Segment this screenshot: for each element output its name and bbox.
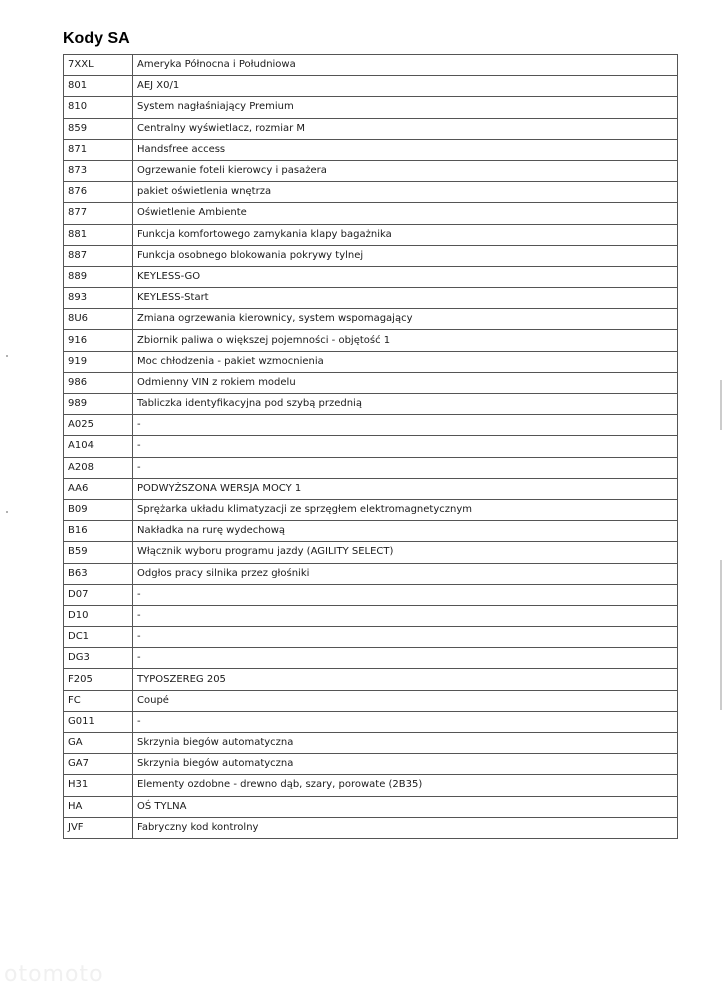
sa-description-cell: Funkcja osobnego blokowania pokrywy tylnej [133, 245, 678, 266]
sa-code-cell: 8U6 [64, 309, 133, 330]
table-row [64, 521, 678, 542]
table-row [64, 245, 678, 266]
sa-description-cell: Handsfree access [133, 139, 678, 160]
table-row [64, 415, 678, 436]
sa-code-cell: 986 [64, 372, 133, 393]
sa-description-cell: TYPOSZEREG 205 [133, 669, 678, 690]
table-row [64, 182, 678, 203]
sa-description-cell: Ogrzewanie foteli kierowcy i pasażera [133, 160, 678, 181]
sa-description-cell: Zbiornik paliwa o większej pojemności - objętość 1 [133, 330, 678, 351]
sa-description-cell: pakiet oświetlenia wnętrza [133, 182, 678, 203]
sa-code-cell: 876 [64, 182, 133, 203]
table-row [64, 584, 678, 605]
sa-description-cell: Zmiana ogrzewania kierownicy, system wspomagający [133, 309, 678, 330]
scan-dot [6, 355, 8, 357]
sa-description-cell: - [133, 711, 678, 732]
sa-description-cell: - [133, 436, 678, 457]
sa-code-cell: AA6 [64, 478, 133, 499]
sa-code-cell: HA [64, 796, 133, 817]
sa-code-cell: DC1 [64, 627, 133, 648]
sa-description-cell: - [133, 415, 678, 436]
sa-code-cell: DG3 [64, 648, 133, 669]
sa-code-cell: 873 [64, 160, 133, 181]
table-row [64, 690, 678, 711]
sa-code-cell: FC [64, 690, 133, 711]
table-row [64, 669, 678, 690]
table-row [64, 372, 678, 393]
table-row [64, 224, 678, 245]
table-row [64, 266, 678, 287]
sa-description-cell: PODWYŻSZONA WERSJA MOCY 1 [133, 478, 678, 499]
table-row [64, 160, 678, 181]
table-row [64, 457, 678, 478]
sa-description-cell: Oświetlenie Ambiente [133, 203, 678, 224]
table-row [64, 139, 678, 160]
table-row [64, 775, 678, 796]
sa-description-cell: Odmienny VIN z rokiem modelu [133, 372, 678, 393]
sa-description-cell: - [133, 627, 678, 648]
table-row [64, 754, 678, 775]
sa-code-cell: 859 [64, 118, 133, 139]
sa-code-cell: GA [64, 733, 133, 754]
sa-code-cell: 810 [64, 97, 133, 118]
table-row [64, 796, 678, 817]
sa-code-cell: H31 [64, 775, 133, 796]
sa-code-cell: 881 [64, 224, 133, 245]
sa-description-cell: Odgłos pracy silnika przez głośniki [133, 563, 678, 584]
table-row [64, 309, 678, 330]
sa-code-cell: A025 [64, 415, 133, 436]
sa-code-cell: D07 [64, 584, 133, 605]
sa-description-cell: Fabryczny kod kontrolny [133, 817, 678, 838]
sa-description-cell: - [133, 605, 678, 626]
sa-code-cell: JVF [64, 817, 133, 838]
table-row [64, 817, 678, 838]
table-row [64, 711, 678, 732]
sa-code-cell: 877 [64, 203, 133, 224]
sa-description-cell: - [133, 584, 678, 605]
table-row [64, 118, 678, 139]
table-row [64, 351, 678, 372]
table-row [64, 733, 678, 754]
table-row [64, 97, 678, 118]
sa-code-cell: 989 [64, 394, 133, 415]
sa-code-cell: 889 [64, 266, 133, 287]
sa-code-cell: GA7 [64, 754, 133, 775]
table-row [64, 76, 678, 97]
sa-code-cell: G011 [64, 711, 133, 732]
sa-code-cell: 919 [64, 351, 133, 372]
sa-description-cell: Centralny wyświetlacz, rozmiar M [133, 118, 678, 139]
sa-description-cell: Elementy ozdobne - drewno dąb, szary, porowate (2B35) [133, 775, 678, 796]
scan-dot [6, 511, 8, 513]
sa-description-cell: Coupé [133, 690, 678, 711]
sa-code-cell: B63 [64, 563, 133, 584]
table-row [64, 203, 678, 224]
table-row [64, 288, 678, 309]
sa-description-cell: Nakładka na rurę wydechową [133, 521, 678, 542]
sa-code-cell: A208 [64, 457, 133, 478]
sa-description-cell: Moc chłodzenia - pakiet wzmocnienia [133, 351, 678, 372]
sa-code-cell: B16 [64, 521, 133, 542]
watermark-logo: otomoto [4, 962, 104, 987]
sa-description-cell: Włącznik wyboru programu jazdy (AGILITY SELECT) [133, 542, 678, 563]
table-row [64, 499, 678, 520]
table-row [64, 648, 678, 669]
sa-description-cell: System nagłaśniający Premium [133, 97, 678, 118]
sa-description-cell: OŚ TYLNA [133, 796, 678, 817]
sa-description-cell: Tabliczka identyfikacyjna pod szybą przednią [133, 394, 678, 415]
sa-codes-table [63, 54, 678, 839]
table-row [64, 627, 678, 648]
sa-description-cell: Skrzynia biegów automatyczna [133, 754, 678, 775]
table-row [64, 55, 678, 76]
sa-description-cell: KEYLESS-GO [133, 266, 678, 287]
sa-code-cell: B59 [64, 542, 133, 563]
sa-code-cell: 801 [64, 76, 133, 97]
table-row [64, 605, 678, 626]
table-row [64, 542, 678, 563]
sa-description-cell: Sprężarka układu klimatyzacji ze sprzęgłem elektromagnetycznym [133, 499, 678, 520]
sa-code-cell: D10 [64, 605, 133, 626]
sa-description-cell: Ameryka Północna i Południowa [133, 55, 678, 76]
page-title: Kody SA [63, 30, 130, 47]
sa-code-cell: A104 [64, 436, 133, 457]
sa-description-cell: Skrzynia biegów automatyczna [133, 733, 678, 754]
sa-description-cell: Funkcja komfortowego zamykania klapy bagażnika [133, 224, 678, 245]
table-row [64, 394, 678, 415]
table-row [64, 563, 678, 584]
sa-description-cell: - [133, 457, 678, 478]
table-row [64, 478, 678, 499]
sa-description-cell: KEYLESS-Start [133, 288, 678, 309]
sa-code-cell: 7XXL [64, 55, 133, 76]
sa-code-cell: 916 [64, 330, 133, 351]
sa-code-cell: 887 [64, 245, 133, 266]
sa-description-cell: AEJ X0/1 [133, 76, 678, 97]
sa-code-cell: 871 [64, 139, 133, 160]
table-row [64, 330, 678, 351]
table-row [64, 436, 678, 457]
sa-code-cell: B09 [64, 499, 133, 520]
sa-code-cell: 893 [64, 288, 133, 309]
sa-code-cell: F205 [64, 669, 133, 690]
sa-codes-table-body [64, 55, 678, 839]
sa-description-cell: - [133, 648, 678, 669]
